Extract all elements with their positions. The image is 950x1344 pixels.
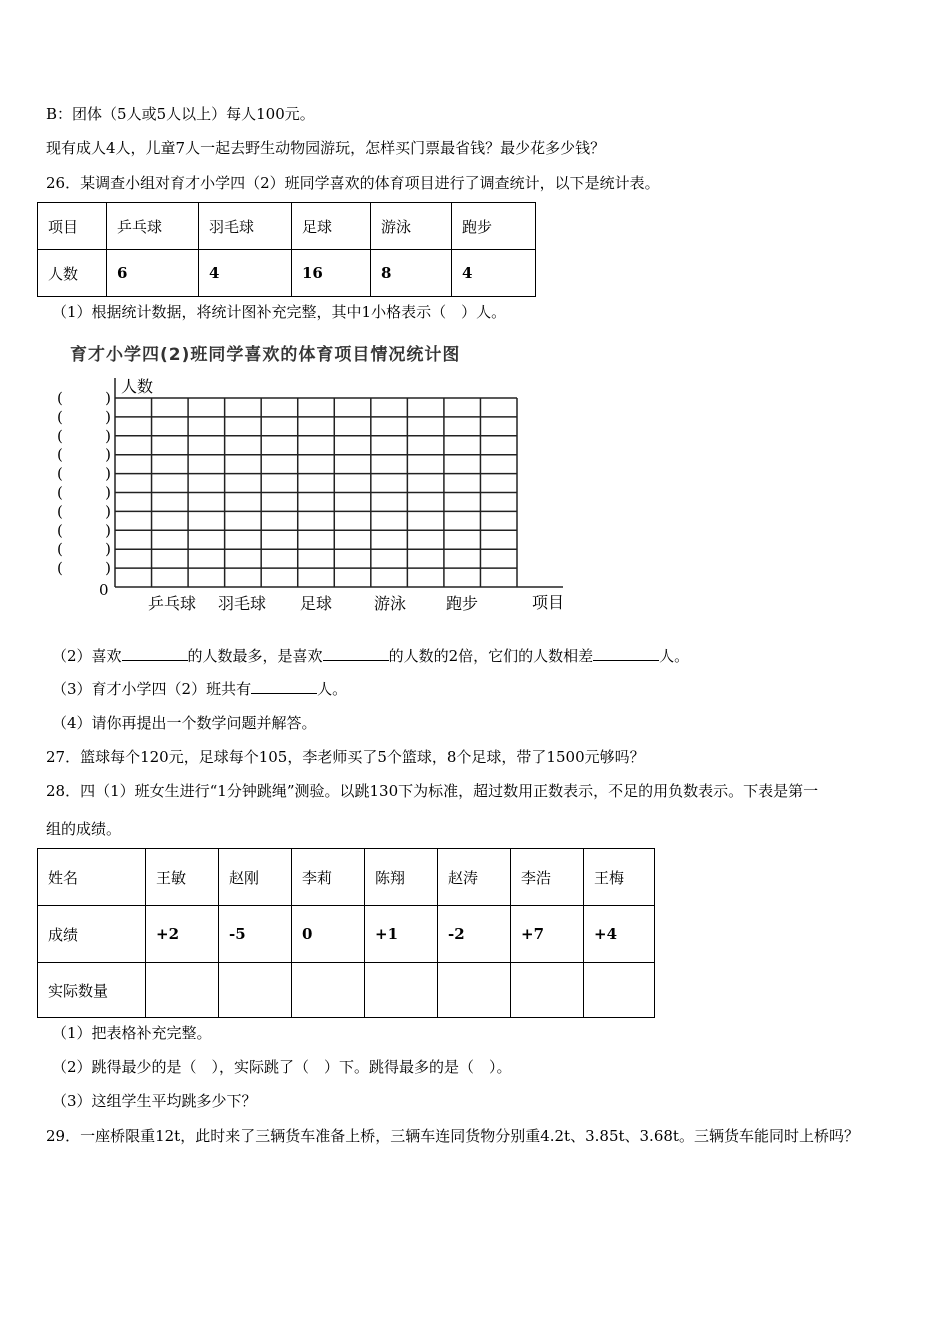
- x-tick-label: 羽毛球: [217, 594, 267, 613]
- table-cell: -2: [438, 906, 511, 963]
- x-axis-label: 项目: [531, 593, 565, 612]
- answer-cell[interactable]: [219, 963, 292, 1018]
- answer-cell[interactable]: [292, 963, 365, 1018]
- table-cell: 王敏: [146, 849, 219, 906]
- q29: 29．一座桥限重12t，此时来了三辆货车准备上桥，三辆车连同货物分别重4.2t、3.85t、3.68t。三辆货车能同时上桥吗？: [46, 1127, 859, 1145]
- y-tick-placeholder: ( ): [57, 389, 111, 407]
- table-cell: 16: [292, 250, 371, 297]
- x-tick-label: 乒乓球: [147, 594, 197, 613]
- table-header: 羽毛球: [199, 203, 292, 250]
- q26-part1: （1）根据统计数据，将统计图补充完整，其中1小格表示（ ）人。: [52, 303, 507, 321]
- x-tick-label: 游泳: [373, 594, 407, 613]
- q28-part1: （1）把表格补充完整。: [52, 1024, 212, 1042]
- table-row: [38, 849, 655, 906]
- table-cell: 4: [452, 250, 536, 297]
- text: 人。: [659, 647, 690, 665]
- table-cell: +2: [146, 906, 219, 963]
- table-cell: 0: [292, 906, 365, 963]
- answer-cell[interactable]: [365, 963, 438, 1018]
- y-tick-placeholder: ( ): [57, 502, 111, 521]
- q28-table: [37, 848, 655, 1018]
- answer-blank[interactable]: [323, 646, 389, 661]
- table-cell: +4: [584, 906, 655, 963]
- q26-stem: 26．某调查小组对育才小学四（2）班同学喜欢的体育项目进行了调查统计，以下是统计表。: [46, 174, 660, 192]
- q26-table: [37, 202, 536, 297]
- answer-cell[interactable]: [438, 963, 511, 1018]
- q26-part3: [52, 678, 347, 699]
- text: （2）喜欢: [52, 647, 122, 665]
- table-cell: +7: [511, 906, 584, 963]
- table-row: [38, 250, 536, 297]
- table-cell: +1: [365, 906, 438, 963]
- table-cell: 李莉: [292, 849, 365, 906]
- q25-option-b: B：团体（5人或5人以上）每人100元。: [46, 105, 315, 123]
- table-header: 游泳: [371, 203, 452, 250]
- y-tick-placeholder: ( ): [57, 540, 111, 559]
- q26-part2: [52, 645, 689, 666]
- bar-chart-grid: [0, 370, 600, 620]
- answer-blank[interactable]: [251, 679, 317, 694]
- answer-cell[interactable]: [584, 963, 655, 1018]
- text: 的人数最多，是喜欢: [187, 647, 323, 665]
- text: （3）育才小学四（2）班共有: [52, 680, 252, 698]
- answer-cell[interactable]: [511, 963, 584, 1018]
- q27: 27．篮球每个120元，足球每个105，李老师买了5个篮球，8个足球，带了1500元够吗？: [46, 748, 645, 766]
- y-tick-placeholder: ( ): [57, 464, 111, 483]
- table-row: [38, 963, 655, 1018]
- q28-stem-1: 28．四（1）班女生进行“1分钟跳绳”测验。以跳130下为标准，超过数用正数表示，不足的用负数表示。下表是第一: [46, 782, 819, 800]
- q28-stem-2: 组的成绩。: [46, 820, 122, 838]
- y-tick-placeholder: ( ): [57, 483, 111, 502]
- table-header: 跑步: [452, 203, 536, 250]
- q28-part2: （2）跳得最少的是（ ），实际跳了（ ）下。跳得最多的是（ ）。: [52, 1058, 512, 1076]
- y-tick-placeholder: ( ): [57, 521, 111, 540]
- text: 的人数的2倍，它们的人数相差: [388, 647, 594, 665]
- text: 人。: [317, 680, 348, 698]
- answer-cell[interactable]: [146, 963, 219, 1018]
- y-tick-placeholder: ( ): [57, 426, 111, 445]
- table-header: 成绩: [38, 906, 146, 963]
- q25-question: 现有成人4人，儿童7人一起去野生动物园游玩，怎样买门票最省钱？最少花多少钱？: [46, 139, 606, 157]
- table-cell: 陈翔: [365, 849, 438, 906]
- table-cell: 4: [199, 250, 292, 297]
- table-cell: 赵刚: [219, 849, 292, 906]
- origin-label: 0: [99, 581, 109, 599]
- table-header: 姓名: [38, 849, 146, 906]
- q26-part4: （4）请你再提出一个数学问题并解答。: [52, 714, 317, 732]
- chart-title: 育才小学四(2)班同学喜欢的体育项目情况统计图: [70, 345, 461, 365]
- x-tick-label: 跑步: [445, 594, 479, 613]
- x-tick-label: 足球: [299, 594, 333, 613]
- table-header: 足球: [292, 203, 371, 250]
- table-header: 项目: [38, 203, 107, 250]
- table-row: [38, 906, 655, 963]
- table-cell: 人数: [38, 250, 107, 297]
- table-cell: -5: [219, 906, 292, 963]
- table-cell: 王梅: [584, 849, 655, 906]
- table-cell: 赵涛: [438, 849, 511, 906]
- q28-part3: （3）这组学生平均跳多少下？: [52, 1092, 257, 1110]
- table-row: [38, 203, 536, 250]
- y-tick-placeholder: ( ): [57, 407, 111, 426]
- table-header: 实际数量: [38, 963, 146, 1018]
- y-tick-placeholder: ( ): [57, 445, 111, 464]
- y-axis-label: 人数: [121, 377, 154, 396]
- table-header: 乒乓球: [107, 203, 199, 250]
- y-tick-placeholder: ( ): [57, 559, 111, 578]
- table-cell: 8: [371, 250, 452, 297]
- table-cell: 6: [107, 250, 199, 297]
- answer-blank[interactable]: [593, 646, 659, 661]
- answer-blank[interactable]: [122, 646, 188, 661]
- table-cell: 李浩: [511, 849, 584, 906]
